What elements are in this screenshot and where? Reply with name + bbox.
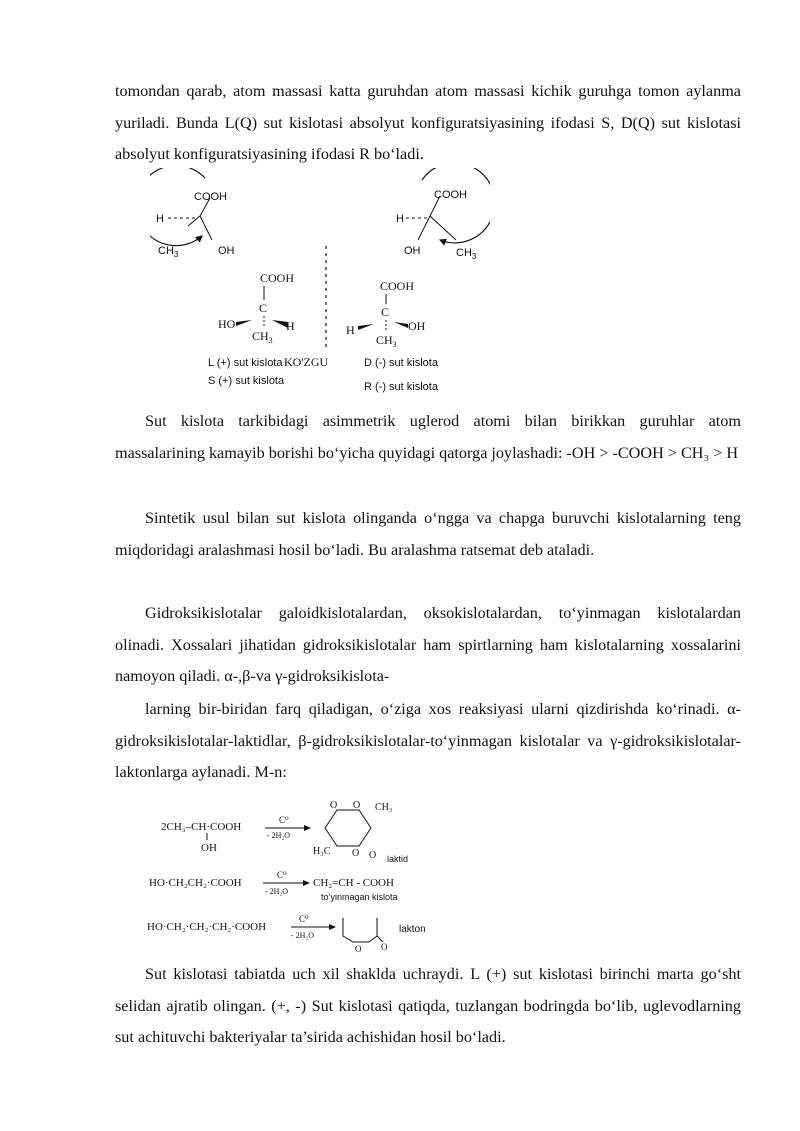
hydroxy-acid-reactions-figure xyxy=(145,796,465,952)
rotation-sketch-left xyxy=(150,168,235,259)
condition-water: - 2H₂O xyxy=(267,831,291,840)
rotation-arrow-icon xyxy=(150,168,205,246)
ch3-label: $CH_3$ xyxy=(456,247,477,261)
ch3-label: $CH_3$ xyxy=(252,329,273,345)
ring-oxygen: O xyxy=(352,848,360,859)
reactant-beta-hydroxy-acid: HO·CH₂CH₂·COOH xyxy=(149,877,242,889)
l-lactic-acid-structure xyxy=(218,271,295,345)
reactant-gamma-hydroxy-acid: HO·CH₂·CH₂·CH₂·COOH xyxy=(147,921,267,933)
l-lactic-label: L (+) sut kislota xyxy=(208,357,283,369)
paragraph-racemate: Sintetik usul bilan sut kislota olinganda o‘ngga va chapga buruvchi kislotalarning teng miqdoridagi aralashmasi hosil bo‘ladi. Bu aralashma ratsemat deb ataladi. xyxy=(115,509,741,559)
ring-oxygen: O xyxy=(355,944,362,952)
rotation-sketch-right xyxy=(396,168,490,261)
condition-water: - 2H₂O xyxy=(291,931,315,940)
unsaturated-acid-label: to‘yinmagan kislota xyxy=(321,892,398,902)
h3c-label: H₃C xyxy=(313,846,331,857)
ch3-label: $CH_3$ xyxy=(158,245,179,259)
ch3-label: CH₃ xyxy=(375,802,393,813)
reaction-unsaturated-acid xyxy=(149,870,398,902)
ring-oxygen: O xyxy=(381,942,388,952)
d-lactic-acid-structure xyxy=(346,279,426,349)
paragraph-hydroxy-acids: Gidroksikislotalar galoidkislotalardan, oksokislotalardan, to‘yinmagan kislotalardan olinadi. Xossalari jihatidan gidroksikislotalar ham spirtlarning ham kislotalarning xossalarini namoyon qiladi. α-,β-va γ-gidroksikislota- xyxy=(115,604,741,685)
h-label: H xyxy=(286,319,295,333)
oh-label: OH xyxy=(201,842,217,854)
paragraph-reactions: larning bir-biridan farq qiladigan, o‘ziga xos reaksiyasi ularni qizdirishda ko‘rinadi. α-gidroksikislotalar-laktidlar, β-gidroksikislotalar-to‘yinmagan kislotalar va γ-gidroksikislotalar-laktonlarga aylanadi. M-n: xyxy=(115,700,741,781)
reaction-lactone xyxy=(147,914,426,952)
ring-oxygen: O xyxy=(369,850,377,861)
cooh-label: COOH xyxy=(380,279,415,293)
lactide-ring xyxy=(325,810,371,846)
lactone-ring xyxy=(343,918,377,942)
rotation-arrow-icon xyxy=(422,168,490,243)
oh-label: OH xyxy=(218,245,235,257)
d-lactic-label: D (-) sut kislota xyxy=(364,357,438,369)
ring-oxygen: O xyxy=(353,800,361,811)
lactone-label: lakton xyxy=(399,924,426,935)
s-lactic-label: S (+) sut kislota xyxy=(208,375,285,387)
cooh-label: COOH xyxy=(194,191,227,203)
carbon-label: C xyxy=(381,305,390,319)
h-label: H xyxy=(396,213,404,225)
ch3-label: $CH_3$ xyxy=(376,333,397,349)
condition-water: - 2H₂O xyxy=(265,887,289,896)
condition-heat: C⁰ xyxy=(277,870,287,880)
condition-heat: C⁰ xyxy=(279,815,289,825)
lactide-label: laktid xyxy=(387,854,409,864)
paragraph-priority-order: Sut kislota tarkibidagi asimmetrik uglerod atomi bilan birikkan guruhlar atom massalarining kamayib borishi bo‘yicha quyidagi qatorga joylashadi: -OH > -COOH > CH₃ > H xyxy=(115,412,741,462)
carbon-label: C xyxy=(259,301,268,315)
r-lactic-label: R (-) sut kislota xyxy=(364,381,438,393)
mirror-label: KO'ZGU xyxy=(284,355,329,369)
oh-label: OH xyxy=(404,245,421,257)
paragraph-configuration: tomondan qarab, atom massasi katta guruhdan atom massasi kichik guruhga tomon aylanma yuriladi. Bunda L(Q) sut kislotasi absolyut konfiguratsiyasining ifodasi S, D(Q) sut kislotasi absolyut konfiguratsiyasining ifodasi R bo‘ladi. xyxy=(115,82,741,163)
cooh-label: COOH xyxy=(260,271,295,285)
lactic-acid-enantiomers-figure xyxy=(150,168,490,400)
condition-heat: C⁰ xyxy=(299,914,309,924)
cooh-label: COOH xyxy=(434,189,467,201)
reactant-lactic-acid: 2CH₃–CH·COOH xyxy=(161,821,242,833)
paragraph-natural-forms: Sut kislotasi tabiatda uch xil shaklda uchraydi. L (+) sut kislotasi birinchi marta go‘sht selidan ajratib olingan. (+, -) Sut kislotasi qatiqda, tuzlangan bodringda bo‘lib, uglevodlarning sut achituvchi bakteriyalar ta’sirida achishidan hosil bo‘ladi. xyxy=(115,965,741,1046)
product-acrylic-acid: CH₂=CH - COOH xyxy=(313,877,394,889)
ho-label: HO xyxy=(218,317,236,331)
h-label: H xyxy=(346,323,355,337)
h-label: H xyxy=(156,213,164,225)
oh-label: OH xyxy=(408,319,426,333)
reaction-lactide xyxy=(161,800,408,864)
ring-oxygen: O xyxy=(330,800,338,811)
